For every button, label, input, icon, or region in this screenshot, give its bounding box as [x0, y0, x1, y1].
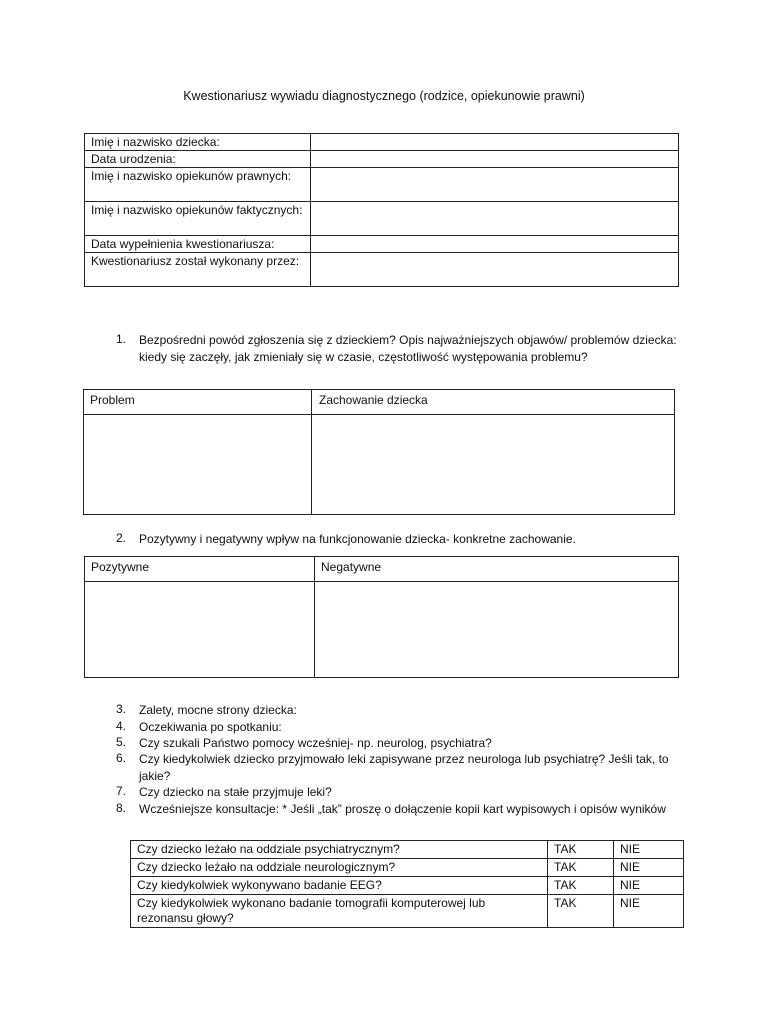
hospitalization-table: [130, 840, 684, 928]
q3-text: Zalety, mocne strony dziecka:: [139, 703, 297, 717]
hosp-yes[interactable]: TAK: [548, 877, 614, 895]
label-birth-date: Data urodzenia:: [85, 151, 311, 168]
hosp-question: Czy dziecko leżało na oddziale neurologicznym?: [131, 859, 548, 877]
q6-number: 6.: [116, 751, 127, 765]
q2-text: Pozytywny i negatywny wpływ na funkcjonowanie dziecka- konkretne zachowanie.: [139, 532, 576, 546]
q4-number: 4.: [116, 719, 127, 733]
field-fill-date[interactable]: [311, 236, 679, 253]
label-legal-guardians: Imię i nazwisko opiekunów prawnych:: [85, 168, 311, 202]
col-behavior-header: Zachowanie dziecka: [319, 393, 428, 407]
field-birth-date[interactable]: [311, 151, 679, 168]
field-legal-guardians[interactable]: [311, 168, 679, 202]
q8-text: Wcześniejsze konsultacje: * Jeśli „tak” proszę o dołączenie kopii kart wypisowych i opisów wyników: [139, 802, 666, 816]
q5-number: 5.: [116, 735, 127, 749]
q6-text: Czy kiedykolwiek dziecko przyjmowało leki zapisywane przez neurologa lub psychiatrę? Jeśli tak, to jakie?: [139, 752, 669, 783]
child-info-table: [84, 133, 679, 287]
q7-number: 7.: [116, 784, 127, 798]
field-actual-guardians[interactable]: [311, 202, 679, 236]
hosp-no[interactable]: NIE: [614, 877, 684, 895]
q2-number: 2.: [116, 531, 127, 545]
label-fill-date: Data wypełnienia kwestionariusza:: [85, 236, 311, 253]
col-positive-header: Pozytywne: [91, 560, 150, 574]
field-filled-by[interactable]: [311, 253, 679, 287]
col-negative-header: Negatywne: [321, 560, 382, 574]
hosp-question: Czy kiedykolwiek wykonano badanie tomografii komputerowej lub rezonansu głowy?: [131, 895, 548, 928]
problem-behavior-table: [83, 389, 675, 515]
page-title: Kwestionariusz wywiadu diagnostycznego (rodzice, opiekunowie prawni): [183, 89, 585, 103]
hosp-question: Czy kiedykolwiek wykonywano badanie EEG?: [131, 877, 548, 895]
hosp-no[interactable]: NIE: [614, 895, 684, 928]
q4-text: Oczekiwania po spotkaniu:: [139, 720, 282, 734]
q5-text: Czy szukali Państwo pomocy wcześniej- np. neurolog, psychiatra?: [139, 736, 492, 750]
positive-negative-table: [84, 556, 679, 678]
q3-number: 3.: [116, 702, 127, 716]
q1-text: Bezpośredni powód zgłoszenia się z dzieckiem? Opis najważniejszych objawów/ problemów dziecka: kiedy się zaczęły, jak zmieniały się w czasie, częstotliwość występowania problemu?: [139, 333, 677, 364]
hosp-question: Czy dziecko leżało na oddziale psychiatrycznym?: [131, 841, 548, 859]
label-child-name: Imię i nazwisko dziecka:: [85, 134, 311, 151]
hosp-yes[interactable]: TAK: [548, 859, 614, 877]
hosp-yes[interactable]: TAK: [548, 895, 614, 928]
hosp-no[interactable]: NIE: [614, 841, 684, 859]
q1-number: 1.: [116, 332, 127, 346]
col-problem-header: Problem: [90, 393, 135, 407]
q8-number: 8.: [116, 801, 127, 815]
label-filled-by: Kwestionariusz został wykonany przez:: [85, 253, 311, 287]
hosp-no[interactable]: NIE: [614, 859, 684, 877]
q7-text: Czy dziecko na stałe przyjmuje leki?: [139, 785, 332, 799]
hosp-yes[interactable]: TAK: [548, 841, 614, 859]
label-actual-guardians: Imię i nazwisko opiekunów faktycznych:: [85, 202, 311, 236]
field-child-name[interactable]: [311, 134, 679, 151]
